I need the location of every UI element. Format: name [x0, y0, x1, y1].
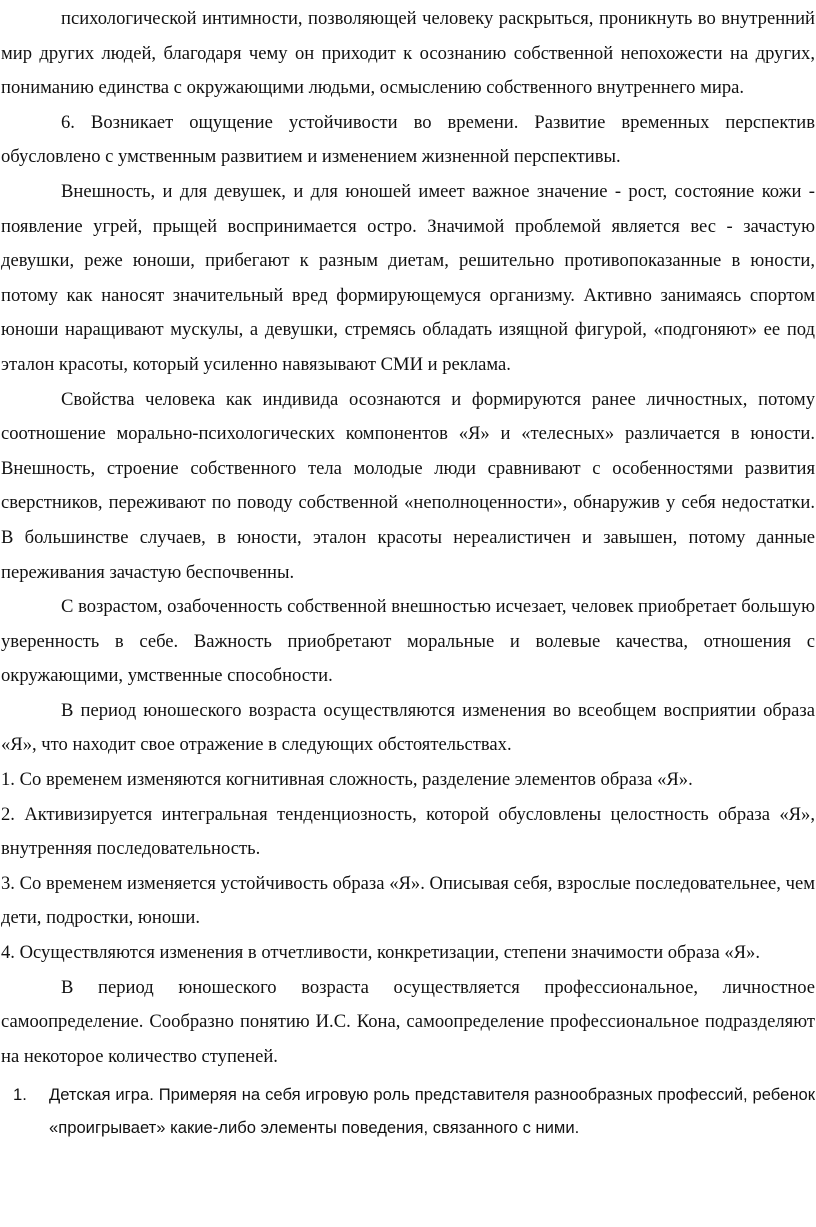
stage-text: Детская игра. Примеряя на себя игровую роль представителя разнообразных профессий, ребенок «проигрывает» какие-либо элементы поведения, связанного с ними. [49, 1085, 815, 1138]
paragraph: С возрастом, озабоченность собственной внешностью исчезает, человек приобретает большую уверенность в себе. Важность приобретают моральные и волевые качества, отношения с окружающими, умственные способности. [1, 596, 815, 687]
stage-list [1, 1078, 815, 1144]
paragraph: В период юношеского возраста осуществляются изменения во всеобщем восприятии образа «Я», что находит свое отражение в следующих обстоятельствах. [1, 699, 815, 756]
closing-paragraph: В период юношеского возраста осуществляется профессиональное, личностное самоопределение. Сообразно понятию И.С. Кона, самоопределение профессиональное подразделяют на некоторое количество ступеней. [1, 976, 815, 1067]
paragraph: Свойства человека как индивида осознаются и формируются ранее личностных, потому соотношение морально-психологических компонентов «Я» и «телесных» различается в юности. Внешность, строение собственного тела молодые люди сравнивают с особенностями развития сверстников, переживают по поводу собственной «неполноценности», обнаружив у себя недостатки. В большинстве случаев, в юности, эталон красоты нереалистичен и завышен, потому данные переживания зачастую беспочвенны. [1, 388, 815, 583]
list-item: 4. Осуществляются изменения в отчетливости, конкретизации, степени значимости образа «Я». [1, 942, 760, 964]
list-item: 2. Активизируется интегральная тенденциозность, которой обусловлены целостность образа «Я», внутренняя последовательность. [1, 803, 815, 860]
paragraph: психологической интимности, позволяющей человеку раскрыться, проникнуть во внутренний мир других людей, благодаря чему он приходит к осознанию собственной непохожести на других, пониманию единства с окружающими людьми, осмыслению собственного внутреннего мира. [1, 8, 815, 99]
stage-list-item [1, 1078, 815, 1144]
paragraph: Внешность, и для девушек, и для юношей имеет важное значение - рост, состояние кожи - появление угрей, прыщей воспринимается остро. Значимой проблемой является вес - зачастую девушки, реже юноши, прибегают к разным диетам, решительно противопоказанные в юности, потому как наносят значительный вред формирующемуся организму. Активно занимаясь спортом юноши наращивают мускулы, а девушки, стремясь обладать изящной фигурой, «подгоняют» ее под эталон красоты, который усиленно навязывают СМИ и реклама. [1, 180, 815, 375]
list-item: 1. Со временем изменяются когнитивная сложность, разделение элементов образа «Я». [1, 769, 693, 791]
stage-number: 1. [13, 1085, 27, 1105]
list-item: 3. Со временем изменяется устойчивость образа «Я». Описывая себя, взрослые последовательнее, чем дети, подростки, юноши. [1, 872, 815, 929]
numbered-list [1, 763, 815, 971]
paragraph: 6. Возникает ощущение устойчивости во времени. Развитие временных перспектив обусловлено с умственным развитием и изменением жизненной перспективы. [1, 111, 815, 168]
